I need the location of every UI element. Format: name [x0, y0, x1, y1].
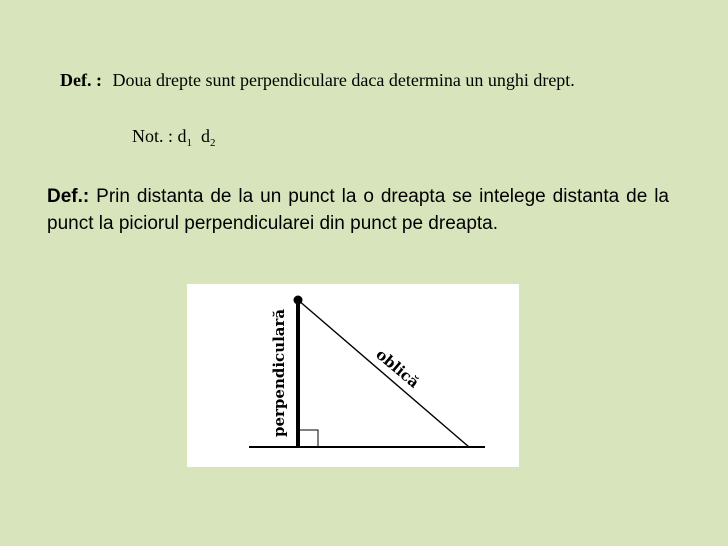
notation-subscript-2: 2: [210, 137, 216, 149]
definition-label: Def. :: [60, 70, 102, 90]
definition-distance: [47, 183, 669, 237]
definition-perpendicular-lines: [60, 68, 690, 93]
definition-text: Doua drepte sunt perpendiculare daca determina un unghi drept.: [112, 70, 575, 90]
notation-mid: d: [201, 126, 211, 146]
definition-label: Def.:: [47, 186, 90, 207]
right-angle-marker: [300, 430, 318, 447]
notation-line: [132, 124, 216, 148]
oblique-label: oblică: [372, 345, 423, 392]
oblique-segment: [298, 300, 469, 447]
perpendicular-oblique-figure: [187, 284, 519, 467]
definition-text: Prin distanta de la un punct la o dreapta se intelege distanta de la punct la piciorul perpendicularei din punct pe dreapta.: [47, 186, 669, 234]
notation-subscript-1: 1: [186, 137, 193, 149]
point-marker: [294, 296, 303, 305]
geometry-diagram: [187, 284, 519, 467]
perpendicular-label: perpendiculară: [270, 308, 288, 437]
notation-prefix: Not. : d: [132, 126, 187, 146]
